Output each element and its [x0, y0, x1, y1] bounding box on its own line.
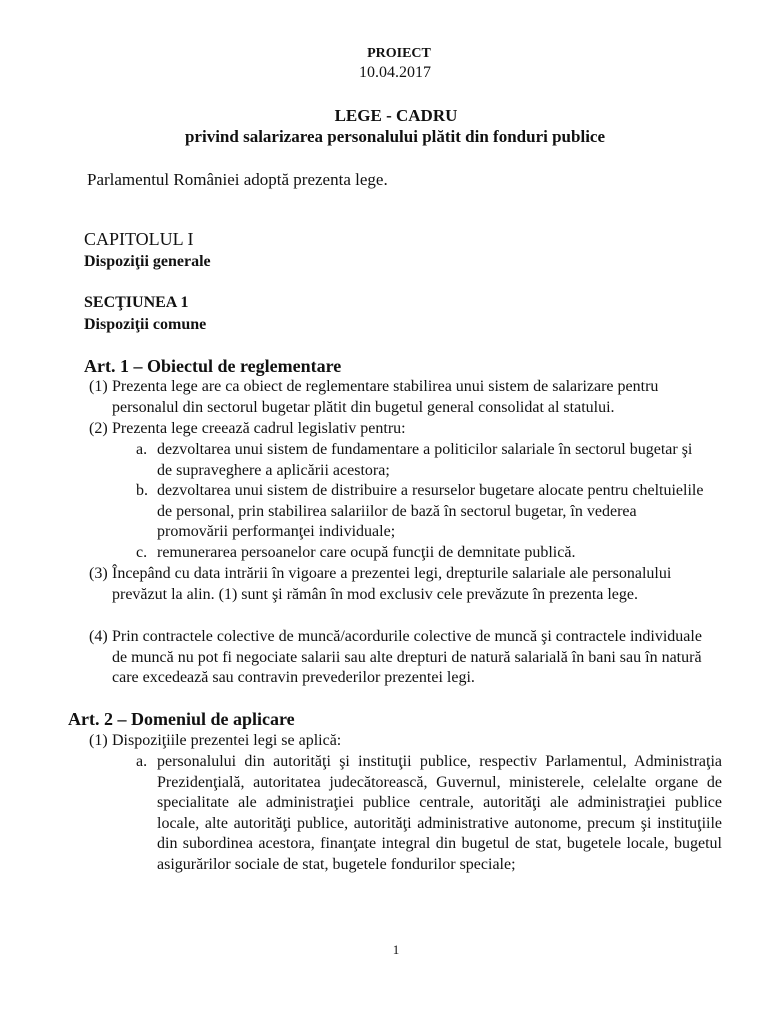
item-letter: a. [136, 441, 148, 458]
paragraph-number: (1) [89, 378, 108, 395]
paragraph-number: (1) [89, 732, 108, 749]
paragraph-text: Începând cu data intrării în vigoare a prezentei legi, drepturile salariale ale personalului prevăzut la alin. (1) sunt şi rămân în mod exclusiv cele prevăzute în prezenta lege. [112, 565, 672, 603]
item-text: personalului din autorităţi şi instituţii publice, respectiv Parlamentul, Administraţia Prezidenţială, autoritatea judecătorească, Guvernul, ministerele, celelalte organe de specialitate ale administraţiei publice centrale, autorităţi ale administraţiei publice locale, alte autorităţi publice, autorităţi administrative autonome, precum şi instituţiile din subordinea acestora, finanţate integral din bugetul de stat, bugetele locale, bugetul asigurărilor sociale de stat, bugetele fondurilor speciale; [157, 753, 722, 873]
paragraph-number: (2) [89, 420, 108, 437]
law-title: LEGE - CADRU [334, 106, 458, 125]
paragraph-text: Prezenta lege are ca obiect de reglementare stabilirea unui sistem de salarizare pentru personalul din sectorul bugetar plătit din bugetul general consolidat al statului. [112, 378, 659, 416]
item-text: remunerarea persoanelor care ocupă funcţii de demnitate publică. [157, 544, 576, 561]
item-letter: b. [136, 482, 148, 499]
item-letter: a. [136, 753, 148, 770]
adoption-statement: Parlamentul României adoptă prezenta lege. [87, 170, 388, 189]
page-number: 1 [392, 942, 400, 957]
paragraph-text: Prezenta lege creează cadrul legislativ pentru: [112, 420, 406, 437]
article-1-heading: Art. 1 – Obiectul de reglementare [84, 356, 342, 376]
paragraph-number: (3) [89, 565, 108, 582]
item-letter: c. [136, 544, 148, 561]
article-2-heading: Art. 2 – Domeniul de aplicare [68, 709, 295, 729]
paragraph-text: Dispoziţiile prezentei legi se aplică: [112, 732, 342, 749]
chapter-title: CAPITOLUL I [84, 229, 194, 249]
section-title: SECŢIUNEA 1 [84, 294, 189, 311]
chapter-subtitle: Dispoziţii generale [84, 253, 211, 270]
project-label: PROIECT [367, 46, 431, 61]
item-text: dezvoltarea unui sistem de fundamentare a politicilor salariale în sectorul bugetar şi de supraveghere a aplicării acestora; [157, 441, 693, 479]
paragraph-text: Prin contractele colective de muncă/acordurile colective de muncă şi contractele individuale de muncă nu pot fi negociate salarii sau alte drepturi de natură salarială în bani sau în natură care excedează sau contravin prevederilor prezentei legi. [112, 628, 702, 686]
project-date: 10.04.2017 [359, 64, 431, 81]
section-subtitle: Dispoziţii comune [84, 316, 207, 333]
law-subtitle: privind salarizarea personalului plătit din fonduri publice [184, 127, 606, 146]
paragraph-number: (4) [89, 628, 108, 645]
item-text: dezvoltarea unui sistem de distribuire a resurselor bugetare alocate pentru cheltuielile de personal, prin stabilirea salariilor de bază în sectorul bugetar, în vederea promovării performanţei individuale; [157, 482, 704, 540]
